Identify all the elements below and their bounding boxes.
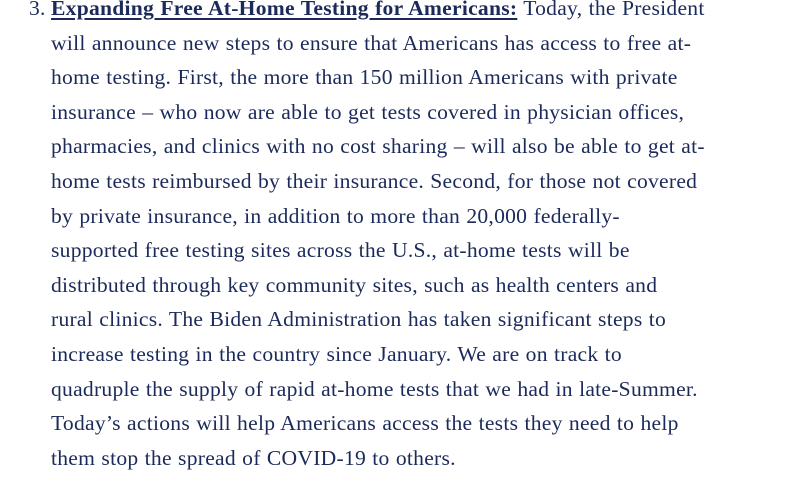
paragraph-line: pharmacies, and clinics with no cost sharing – will also be able to get at- xyxy=(51,134,705,159)
item-heading-link[interactable]: Expanding Free At-Home Testing for Americans: xyxy=(51,0,518,20)
paragraph-line: Today’s actions will help Americans access the tests they need to help xyxy=(51,411,679,436)
paragraph-line: will announce new steps to ensure that Americans has access to free at- xyxy=(51,30,692,55)
paragraph-line: supported free testing sites across the U.S., at-home tests will be xyxy=(51,238,630,263)
list-number: 3. xyxy=(29,0,46,20)
list-item xyxy=(29,0,763,475)
paragraph-line: insurance – who now are able to get tests covered in physician offices, xyxy=(51,99,685,124)
paragraph-line: distributed through key community sites, such as health centers and xyxy=(51,272,658,297)
paragraph-line-first xyxy=(51,0,763,26)
paragraph-line: by private insurance, in addition to more than 20,000 federally- xyxy=(51,203,620,228)
paragraph-line: quadruple the supply of rapid at-home tests that we had in late-Summer. xyxy=(51,376,698,401)
paragraph-line: them stop the spread of COVID-19 to others. xyxy=(51,445,456,470)
paragraph-line: home tests reimbursed by their insurance. Second, for those not covered xyxy=(51,168,698,193)
paragraph-text: Today, the President xyxy=(523,0,705,20)
paragraph-line: increase testing in the country since January. We are on track to xyxy=(51,341,622,366)
paragraph-line: rural clinics. The Biden Administration has taken significant steps to xyxy=(51,307,667,332)
paragraph-line: home testing. First, the more than 150 million Americans with private xyxy=(51,65,678,90)
